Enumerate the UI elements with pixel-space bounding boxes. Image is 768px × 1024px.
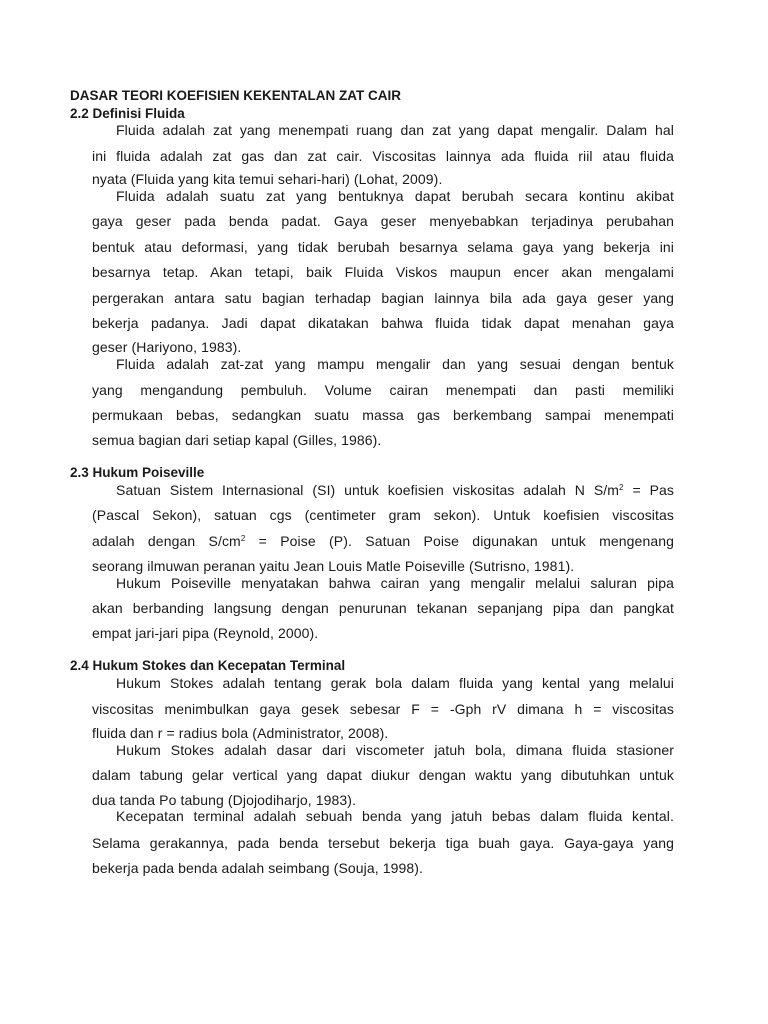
text-run: = Poise (P). Satuan Poise digunakan untuk mengenang <box>245 533 674 549</box>
text-line: dua tanda Po tabung (Djojodiharjo, 1983). <box>92 792 357 808</box>
text-line: Hukum Stokes adalah dasar dari viscometer jatuh bola, dimana fluida stasioner <box>116 742 674 758</box>
section-heading-2-2: 2.2 Definisi Fluida <box>70 106 185 121</box>
text-line: Selama gerakannya, pada benda tersebut bekerja tiga buah gaya. Gaya-gaya yang <box>92 835 674 851</box>
section-heading-2-4: 2.4 Hukum Stokes dan Kecepatan Terminal <box>70 658 346 673</box>
text-line: bekerja padanya. Jadi dapat dikatakan bahwa fluida tidak dapat menahan gaya <box>92 315 674 331</box>
text-line: gaya geser pada benda padat. Gaya geser menyebabkan terjadinya perubahan <box>92 213 674 229</box>
text-line: pergerakan antara satu bagian terhadap bagian lainnya bila ada gaya geser yang <box>92 290 674 306</box>
text-line: besarnya tetap. Akan tetapi, baik Fluida Viskos maupun encer akan mengalami <box>92 264 674 280</box>
text-line: Hukum Poiseville menyatakan bahwa cairan yang mengalir melalui saluran pipa <box>116 575 674 591</box>
text-line <box>116 481 674 499</box>
text-line: (Pascal Sekon), satuan cgs (centimeter gram sekon). Untuk koefisien viscositas <box>92 507 674 523</box>
text-line: bentuk atau deformasi, yang tidak berubah besarnya selama gaya yang bekerja ini <box>92 239 674 255</box>
text-line: yang mengandung pembuluh. Volume cairan menempati dan pasti memiliki <box>92 382 674 398</box>
text-run: Satuan Sistem Internasional (SI) untuk koefisien viskositas adalah N S/m <box>116 482 620 498</box>
text-line: semua bagian dari setiap kapal (Gilles, 1986). <box>92 432 382 448</box>
text-line: Fluida adalah zat-zat yang mampu mengalir dan yang sesuai dengan bentuk <box>116 356 674 372</box>
superscript: 2 <box>240 534 246 543</box>
text-line: fluida dan r = radius bola (Administrator, 2008). <box>92 725 389 741</box>
text-line: nyata (Fluida yang kita temui sehari-hari) (Lohat, 2009). <box>92 171 443 187</box>
text-line: dalam tabung gelar vertical yang dapat diukur dengan waktu yang dibutuhkan untuk <box>92 767 674 783</box>
text-line: Kecepatan terminal adalah sebuah benda yang jatuh bebas dalam fluida kental. <box>116 808 674 824</box>
text-line: bekerja pada benda adalah seimbang (Souja, 1998). <box>92 860 424 876</box>
text-line: ini fluida adalah zat gas dan zat cair. Viscositas lainnya ada fluida riil atau fluida <box>92 148 674 164</box>
superscript: 2 <box>619 483 624 492</box>
text-run: adalah dengan S/cm <box>92 533 241 549</box>
text-line: akan berbanding langsung dengan penurunan tekanan sepanjang pipa dan pangkat <box>92 600 674 616</box>
text-line: viscositas menimbulkan gaya gesek sebesar F = -Gph rV dimana h = viscositas <box>92 701 674 717</box>
text-line: Fluida adalah suatu zat yang bentuknya dapat berubah secara kontinu akibat <box>116 188 674 204</box>
document-title: DASAR TEORI KOEFISIEN KEKENTALAN ZAT CAIR <box>70 88 402 103</box>
section-heading-2-3: 2.3 Hukum Poiseville <box>70 465 205 480</box>
text-line: Fluida adalah zat yang menempati ruang dan zat yang dapat mengalir. Dalam hal <box>116 122 674 138</box>
text-line <box>92 532 674 550</box>
text-line: Hukum Stokes adalah tentang gerak bola dalam fluida yang kental yang melalui <box>116 675 674 691</box>
text-line: permukaan bebas, sedangkan suatu massa gas berkembang sampai menempati <box>92 407 674 423</box>
text-line: empat jari-jari pipa (Reynold, 2000). <box>92 625 319 641</box>
text-run: = Pas <box>623 482 674 498</box>
text-line: geser (Hariyono, 1983). <box>92 339 242 355</box>
text-line: seorang ilmuwan peranan yaitu Jean Louis Matle Poiseville (Sutrisno, 1981). <box>92 558 575 574</box>
